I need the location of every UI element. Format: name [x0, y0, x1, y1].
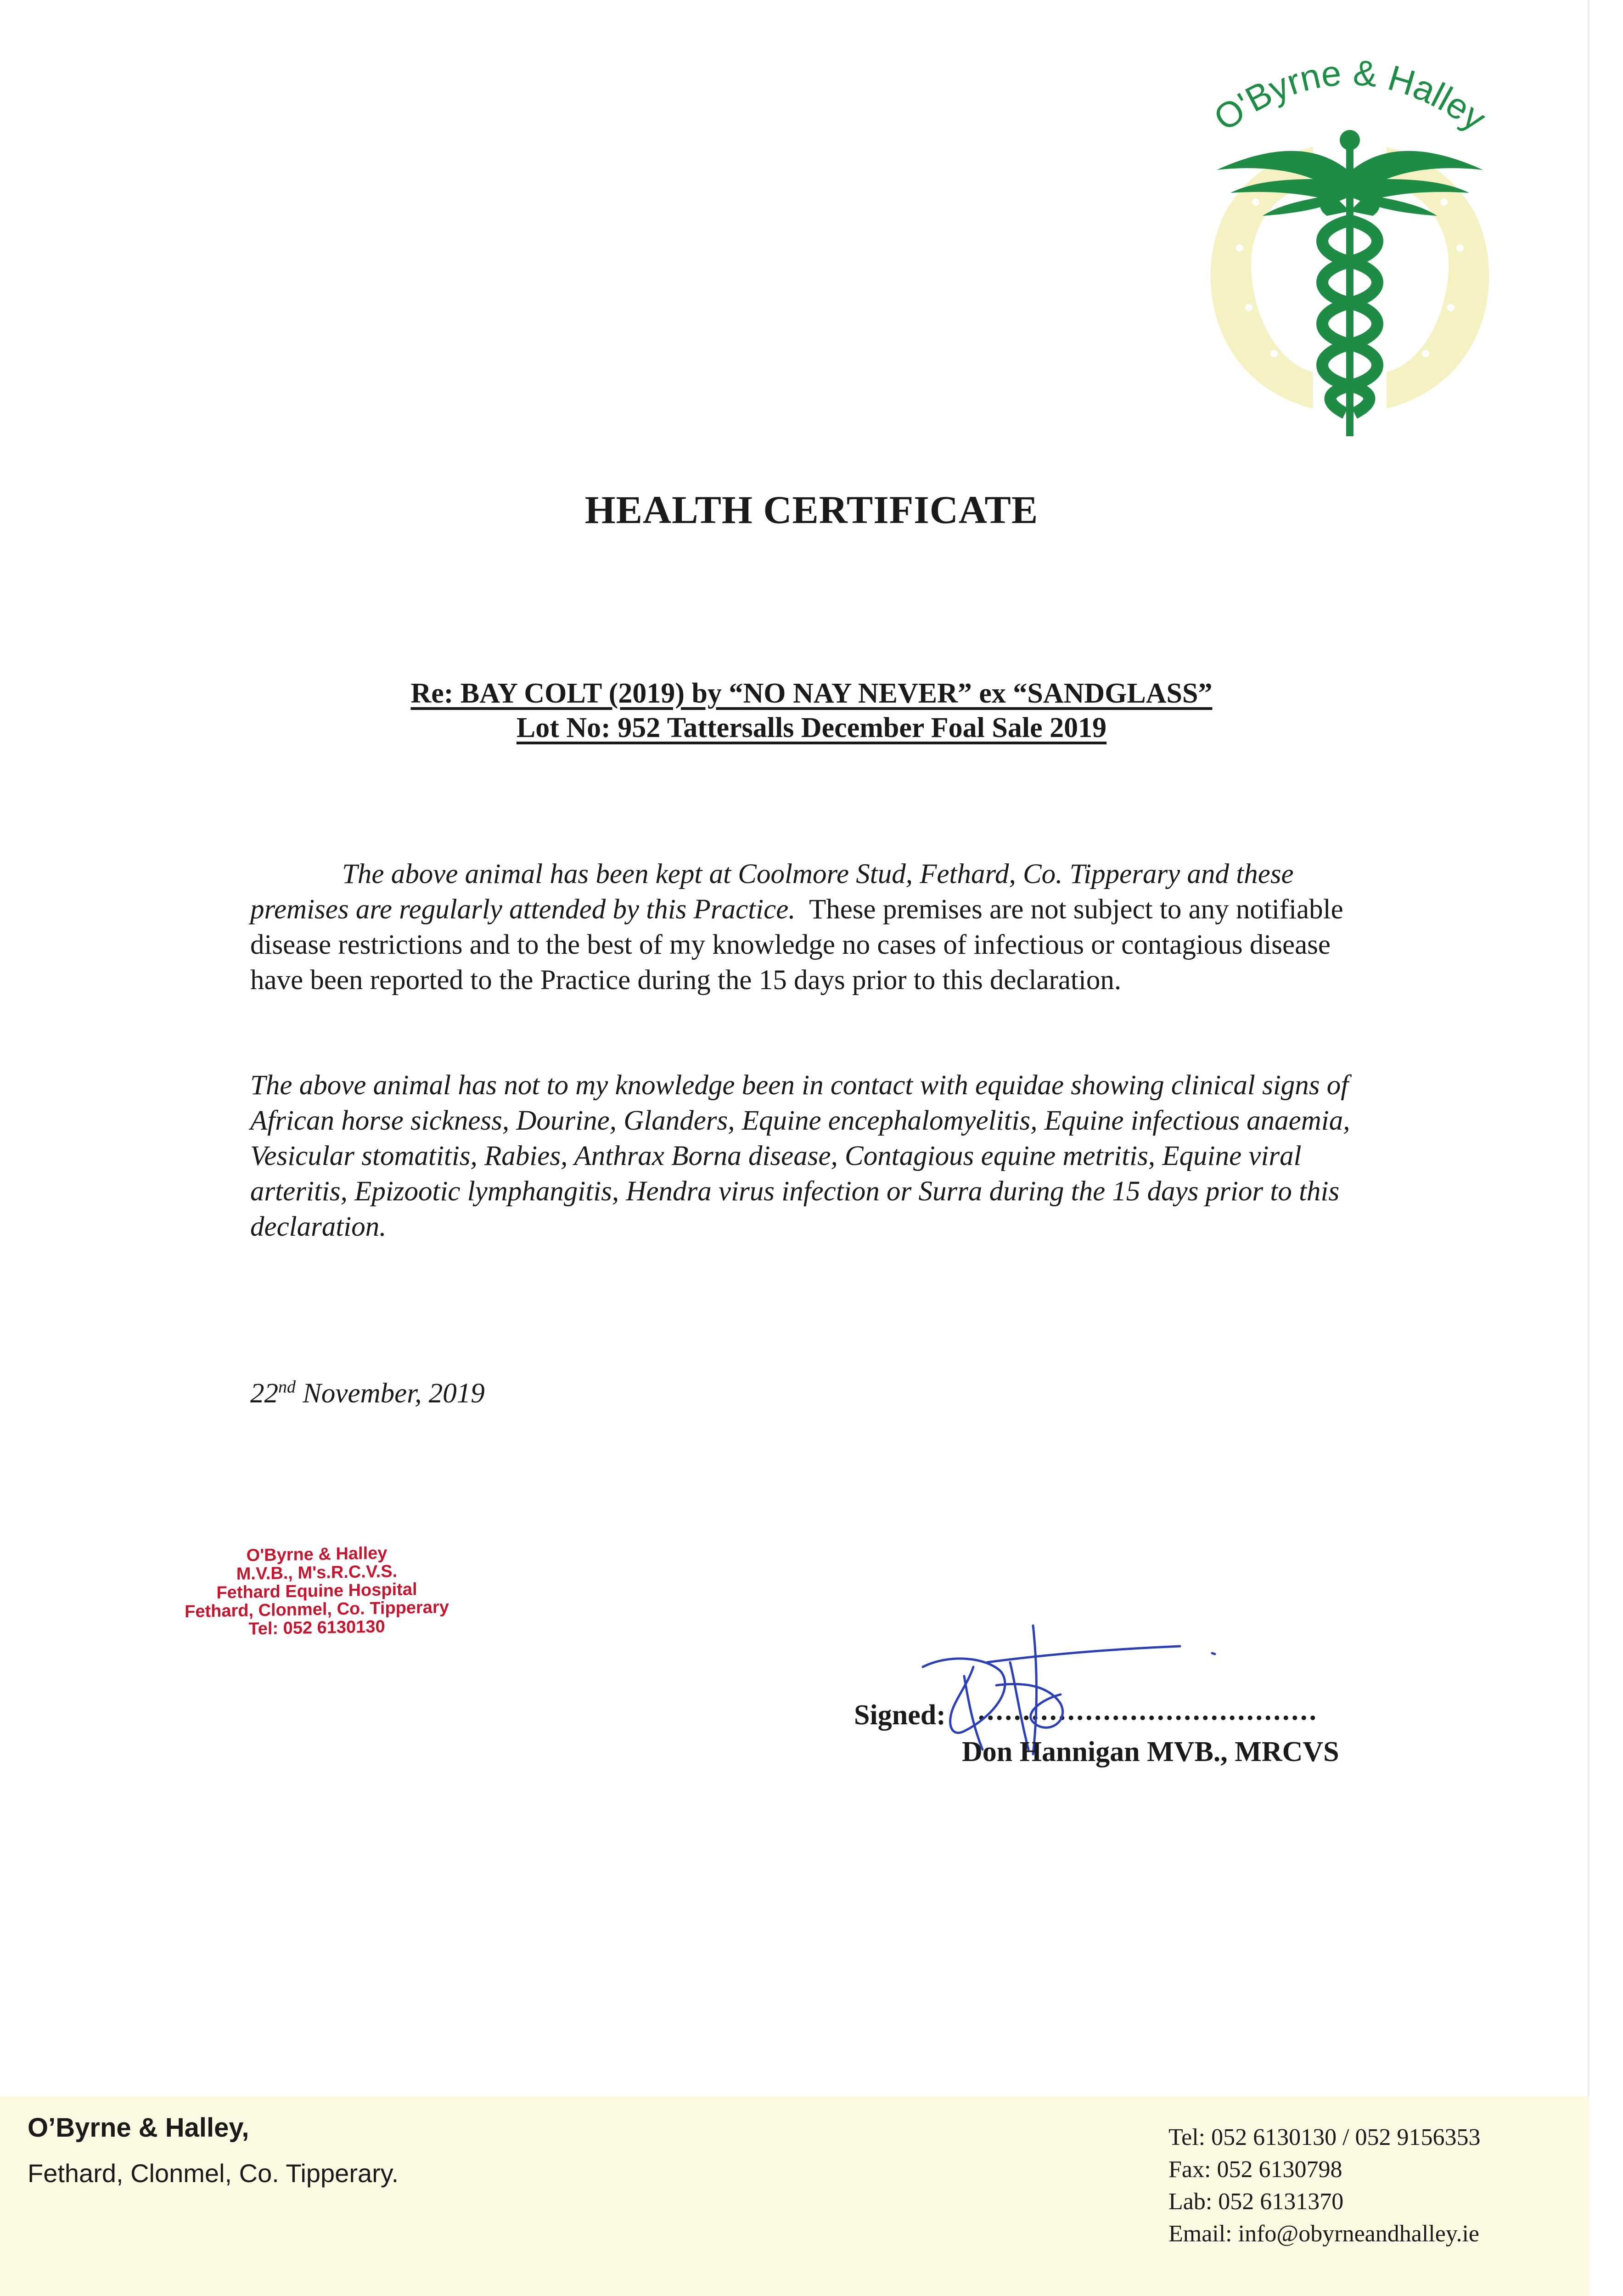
footer-fax: Fax: 052 6130798 — [1168, 2156, 1342, 2183]
footer-contacts — [1168, 2122, 1481, 2250]
footer-email[interactable]: Email: info@obyrneandhalley.ie — [1168, 2221, 1479, 2247]
stamp-line: Fethard Equine Hospital — [216, 1580, 417, 1603]
date-day: 22 — [250, 1378, 278, 1409]
reference-line-1: Re: BAY COLT (2019) by “NO NAY NEVER” ex “SANDGLASS” — [410, 678, 1213, 709]
stamp-line: Tel: 052 6130130 — [248, 1617, 385, 1639]
stamp-line: O'Byrne & Halley — [246, 1543, 387, 1565]
stamp-line: M.V.B., M's.R.C.V.S. — [236, 1561, 398, 1584]
caduceus-horseshoe-icon — [1175, 32, 1533, 455]
svg-text:O'Byrne & Halley — [1207, 52, 1494, 139]
page-edge — [1588, 0, 1589, 2112]
date-suffix: nd — [278, 1377, 296, 1397]
paragraph-premises-text: These premises are not subject to any notifiable disease restrictions and to the best of my knowledge no cases of infectious or contagious disease have been reported to the Practice during the 15 days prior to this declaration. — [250, 894, 1343, 996]
paragraph-premises — [250, 856, 1370, 998]
footer-practice-name: O’Byrne & Halley, — [28, 2113, 249, 2143]
stamp-line: Fethard, Clonmel, Co. Tipperary — [185, 1597, 449, 1622]
footer-lab: Lab: 052 6131370 — [1168, 2189, 1344, 2215]
certificate-date — [250, 1378, 485, 1410]
signer-name: Don Hannigan MVB., MRCVS — [962, 1736, 1339, 1767]
date-rest: November, 2019 — [303, 1378, 485, 1409]
signature-dots: ...................................... — [978, 1695, 1318, 1726]
footer-tel: Tel: 052 6130130 / 052 9156353 — [1168, 2124, 1481, 2150]
practice-logo — [1175, 32, 1533, 455]
paragraph-premises-italic: The above animal has been kept at Coolmore Stud, Fethard, Co. Tipperary and these premises are regularly attended by this Practice. — [250, 859, 1294, 925]
document-title: HEALTH CERTIFICATE — [584, 488, 1039, 532]
reference-line-2: Lot No: 952 Tattersalls December Foal Sale 2019 — [516, 712, 1107, 743]
logo-text: O'Byrne & Halley — [1206, 52, 1494, 139]
paragraph-diseases: The above animal has not to my knowledge been in contact with equidae showing clinical signs of African horse sickness, Dourine, Glanders, Equine encephalomyelitis, Equine infectious anaemia, Vesicular stomatitis, Rabies, Anthrax Borna disease, Contagious equine metritis, Equine viral arteritis, Epizootic lymphangitis, Hendra virus infection or Surra during the 15 days prior to this declaration. — [250, 1070, 1350, 1242]
practice-stamp — [152, 1545, 482, 1637]
footer-address: Fethard, Clonmel, Co. Tipperary. — [28, 2159, 399, 2188]
signed-label: Signed: — [854, 1699, 946, 1731]
